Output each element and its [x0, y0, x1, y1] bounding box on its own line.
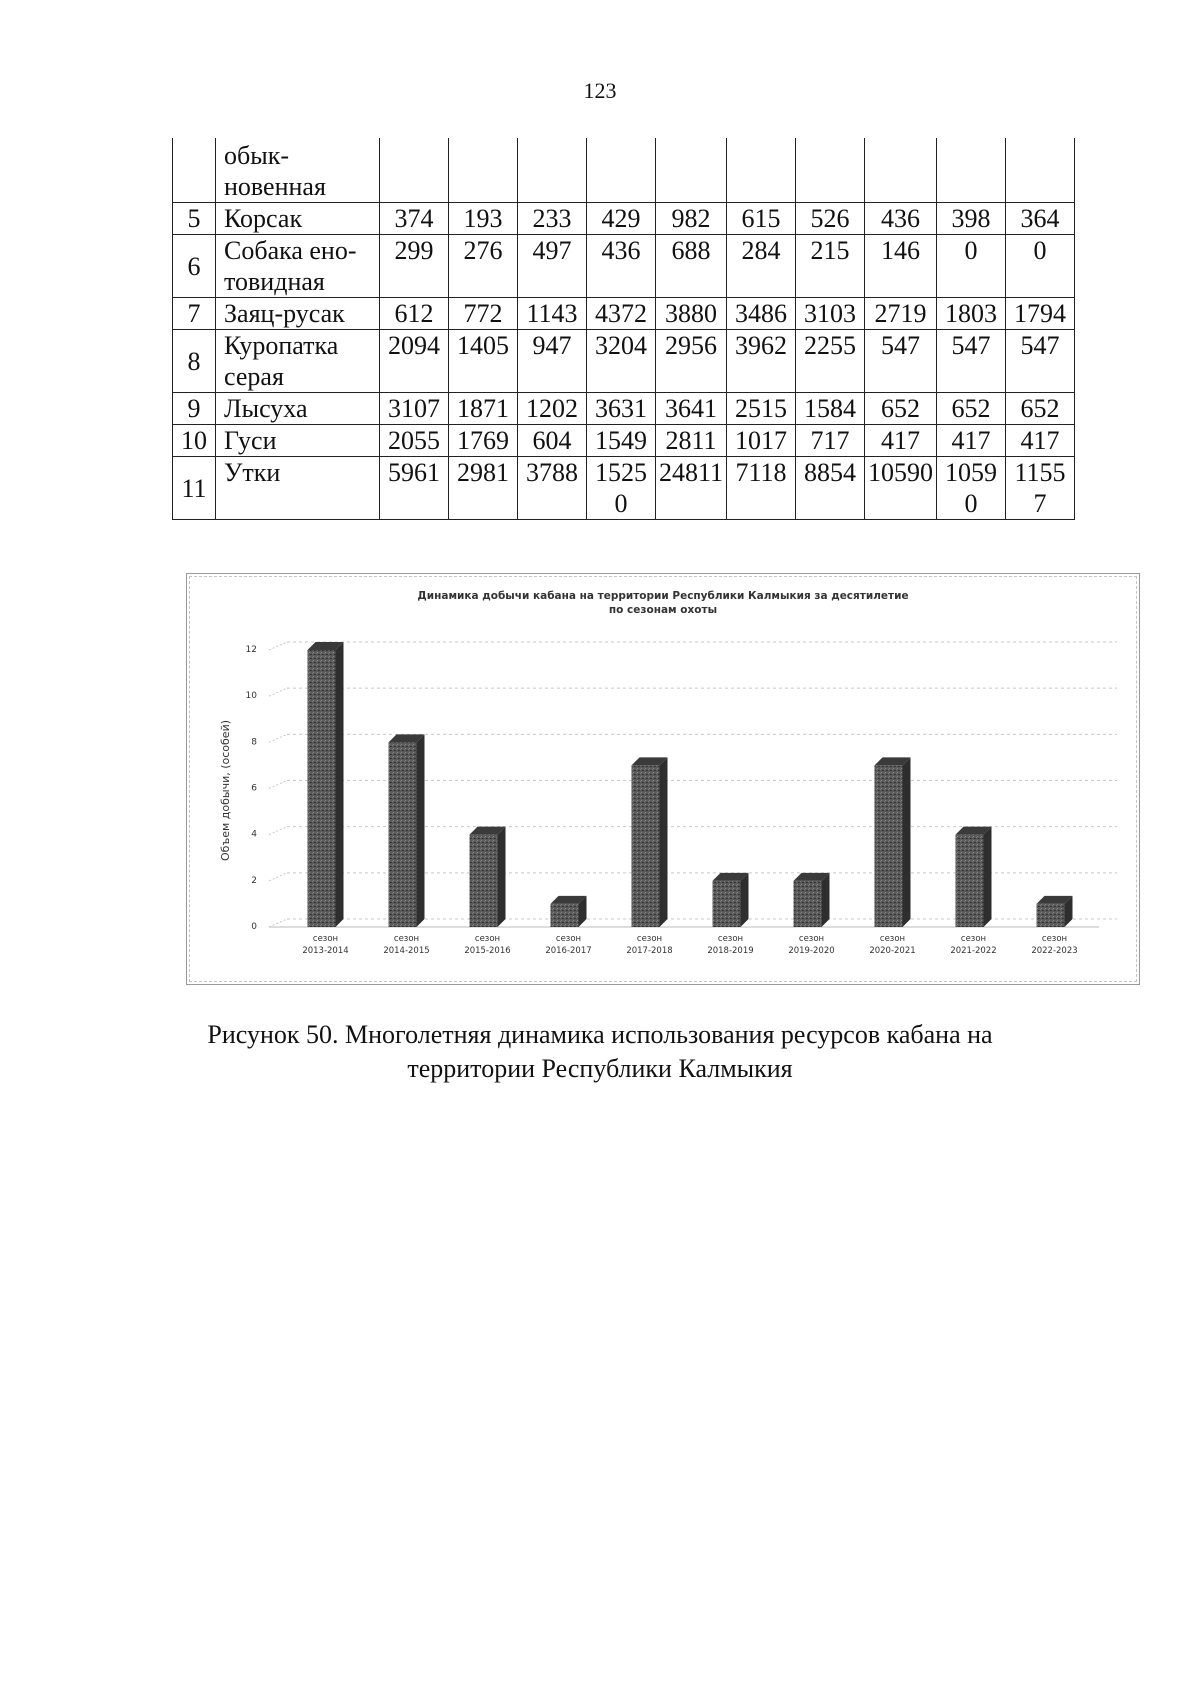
x-tick-label: 2018-2019 [707, 946, 754, 956]
species-name-cell [216, 425, 380, 457]
value-line: 1155 [1014, 458, 1066, 487]
value-cell [937, 330, 1006, 393]
value-line: 612 [394, 299, 434, 328]
value-cell [587, 330, 656, 393]
value-line: 497 [532, 236, 572, 265]
value-cell [518, 393, 587, 425]
value-line: 526 [810, 204, 850, 233]
x-tick-label: 2017-2018 [626, 946, 673, 956]
species-name-line: товидная [224, 267, 325, 296]
value-line: 2515 [735, 394, 788, 423]
value-line: 3103 [804, 299, 857, 328]
value-line: 284 [741, 236, 781, 265]
value-cell [449, 235, 518, 298]
bar [794, 881, 822, 927]
value-cell [1006, 235, 1075, 298]
x-tick-label: сезон [960, 934, 987, 944]
caption-line-1: Рисунок 50. Многолетняя динамика использования ресурсов кабана на [207, 1020, 993, 1049]
value-cell [656, 235, 727, 298]
grid-line-depth [269, 873, 287, 881]
bar [875, 765, 903, 927]
value-line: 1059 [945, 458, 998, 487]
species-name-line: новенная [224, 172, 326, 201]
value-line: 3107 [388, 394, 440, 423]
y-tick-label: 2 [251, 875, 257, 886]
value-line: 1202 [526, 394, 578, 423]
value-line: 146 [881, 236, 921, 265]
x-tick-label: сезон [555, 934, 582, 944]
bar-top [389, 734, 425, 742]
value-cell [587, 203, 656, 235]
value-cell [937, 425, 1006, 457]
row-number-cell: 7 [173, 298, 216, 330]
value-cell [518, 425, 587, 457]
species-name-cell [216, 298, 380, 330]
species-name-line: Корсак [224, 204, 303, 233]
x-tick-label: 2015-2016 [464, 946, 511, 956]
x-tick-label: 2016-2017 [545, 946, 592, 956]
value-line: 10590 [868, 458, 934, 487]
value-cell [518, 235, 587, 298]
value-cell [587, 138, 656, 203]
value-line: 652 [951, 394, 991, 423]
bar [470, 835, 498, 927]
value-line: 1525 [595, 458, 647, 487]
value-cell [449, 138, 518, 203]
x-tick-label: 2022-2023 [1031, 946, 1078, 956]
value-cell [449, 203, 518, 235]
grid-line-depth [269, 734, 287, 742]
value-cell [937, 203, 1006, 235]
y-tick-label: 8 [251, 737, 257, 748]
value-line: 417 [1020, 426, 1060, 455]
x-tick-label: сезон [717, 934, 744, 944]
bar [308, 650, 336, 927]
value-line: 2055 [388, 426, 440, 455]
value-line: 2094 [388, 331, 440, 360]
value-line: 3641 [665, 394, 718, 423]
value-cell [865, 298, 937, 330]
x-tick-label: 2013-2014 [302, 946, 349, 956]
value-line: 2255 [804, 331, 857, 360]
x-tick-label: сезон [798, 934, 825, 944]
x-tick-label: сезон [1041, 934, 1068, 944]
value-line: 2956 [665, 331, 718, 360]
bar-side [498, 827, 506, 927]
value-cell [656, 393, 727, 425]
value-line: 1549 [595, 426, 647, 455]
value-line: 982 [671, 204, 711, 233]
value-cell [656, 203, 727, 235]
value-cell [727, 330, 796, 393]
value-line: 3486 [735, 299, 788, 328]
species-name-line: Лысуха [224, 394, 308, 423]
value-line: 1871 [457, 394, 509, 423]
table-row [173, 425, 1075, 457]
value-cell [865, 457, 937, 520]
x-tick-label: 2014-2015 [383, 946, 430, 956]
value-line: 193 [463, 204, 503, 233]
table-row [173, 457, 1075, 520]
x-tick-label: 2021-2022 [950, 946, 997, 956]
bar [551, 904, 579, 927]
value-line: 4372 [595, 299, 647, 328]
value-cell [1006, 298, 1075, 330]
value-line: 1405 [457, 331, 509, 360]
value-line: 547 [951, 331, 991, 360]
value-cell [727, 298, 796, 330]
x-tick-label: 2020-2021 [869, 946, 916, 956]
row-number-cell: 6 [173, 235, 216, 298]
species-name-cell [216, 138, 380, 203]
value-cell [937, 298, 1006, 330]
x-tick-label: сезон [636, 934, 663, 944]
value-line: 652 [1020, 394, 1060, 423]
value-cell [587, 457, 656, 520]
value-cell [587, 425, 656, 457]
value-line: 2811 [665, 426, 717, 455]
value-line: 215 [810, 236, 850, 265]
value-cell [865, 330, 937, 393]
value-line: 3631 [595, 394, 647, 423]
species-name-line: Куропатка [224, 331, 339, 360]
x-tick-label: сезон [879, 934, 906, 944]
value-line: 1769 [457, 426, 509, 455]
value-line: 2981 [457, 458, 509, 487]
bar-top [1037, 896, 1073, 904]
value-cell [380, 235, 449, 298]
value-line: 24811 [659, 458, 724, 487]
value-cell [796, 138, 865, 203]
figure-caption [0, 1018, 1200, 1086]
value-line: 398 [951, 204, 991, 233]
bar-top [632, 757, 668, 765]
value-line: 0 [964, 489, 978, 518]
x-tick-label: сезон [312, 934, 339, 944]
value-cell [656, 138, 727, 203]
bar-side [417, 734, 425, 927]
grid-line-depth [269, 827, 287, 835]
value-cell [727, 425, 796, 457]
value-cell [587, 393, 656, 425]
value-cell [380, 203, 449, 235]
value-cell [865, 203, 937, 235]
bar-top [470, 827, 506, 835]
bar-side [579, 896, 587, 927]
value-cell [380, 330, 449, 393]
y-tick-label: 6 [251, 783, 257, 794]
value-line: 429 [601, 204, 641, 233]
table-row [173, 235, 1075, 298]
grid-line-depth [269, 919, 287, 927]
value-cell [518, 203, 587, 235]
table-row-continuation [173, 138, 1075, 203]
value-line: 3880 [665, 299, 718, 328]
x-tick-label: 2019-2020 [788, 946, 835, 956]
value-cell [1006, 457, 1075, 520]
y-tick-label: 10 [245, 691, 257, 702]
value-line: 8854 [804, 458, 857, 487]
value-line: 3788 [526, 458, 578, 487]
value-cell [865, 235, 937, 298]
value-line: 276 [463, 236, 503, 265]
value-line: 652 [881, 394, 921, 423]
x-tick-label: сезон [474, 934, 501, 944]
bar [389, 742, 417, 927]
value-line: 772 [463, 299, 503, 328]
value-line: 688 [671, 236, 711, 265]
value-line: 299 [394, 236, 434, 265]
value-line: 3204 [595, 331, 647, 360]
value-line: 436 [881, 204, 921, 233]
bar [1037, 904, 1065, 927]
value-cell [796, 235, 865, 298]
value-cell [449, 330, 518, 393]
row-number-cell [173, 138, 216, 203]
value-cell [380, 425, 449, 457]
value-line: 2719 [874, 299, 927, 328]
value-line: 1794 [1014, 299, 1067, 328]
bar-side [903, 757, 911, 927]
value-line: 0 [964, 236, 978, 265]
value-line: 364 [1020, 204, 1060, 233]
chart-title-line: Динамика добычи кабана на территории Республики Калмыкия за десятилетие [417, 590, 909, 602]
value-line: 0 [1033, 236, 1047, 265]
value-cell [587, 298, 656, 330]
bar-top [551, 896, 587, 904]
table-row [173, 393, 1075, 425]
species-name-cell [216, 203, 380, 235]
value-cell [937, 138, 1006, 203]
value-cell [1006, 393, 1075, 425]
value-cell [937, 393, 1006, 425]
value-line: 717 [810, 426, 850, 455]
value-line: 417 [881, 426, 921, 455]
value-cell [518, 298, 587, 330]
bar-side [741, 873, 749, 927]
value-cell [380, 298, 449, 330]
value-cell [727, 235, 796, 298]
value-line: 547 [881, 331, 921, 360]
value-line: 7 [1033, 489, 1047, 518]
bar [632, 765, 660, 927]
value-line: 1584 [804, 394, 857, 423]
value-cell [796, 298, 865, 330]
value-line: 436 [601, 236, 641, 265]
value-line: 1143 [526, 299, 578, 328]
table-row [173, 298, 1075, 330]
value-cell [449, 393, 518, 425]
row-number-cell: 8 [173, 330, 216, 393]
grid-line-depth [269, 781, 287, 789]
bar-top [794, 873, 830, 881]
species-name-cell [216, 457, 380, 520]
value-cell [1006, 138, 1075, 203]
value-line: 1017 [735, 426, 788, 455]
species-name-cell [216, 393, 380, 425]
value-line: 604 [532, 426, 572, 455]
value-cell [380, 138, 449, 203]
bar [713, 881, 741, 927]
value-line: 547 [1020, 331, 1060, 360]
species-name-cell [216, 235, 380, 298]
value-cell [727, 393, 796, 425]
value-cell [727, 138, 796, 203]
table-row [173, 203, 1075, 235]
value-cell [796, 203, 865, 235]
species-name-line: Гуси [224, 426, 277, 455]
grid-line-depth [269, 642, 287, 650]
value-cell [1006, 330, 1075, 393]
value-line: 374 [394, 204, 434, 233]
value-line: 615 [741, 204, 781, 233]
value-line: 947 [532, 331, 572, 360]
bar-side [1065, 896, 1073, 927]
value-cell [518, 330, 587, 393]
grid-line-depth [269, 688, 287, 696]
value-cell [449, 425, 518, 457]
y-axis-label: Объем добычи, (особей) [219, 719, 232, 862]
chart-canvas [187, 574, 1139, 984]
y-tick-label: 4 [251, 829, 257, 840]
value-cell [727, 203, 796, 235]
value-cell [449, 298, 518, 330]
value-line: 1803 [945, 299, 998, 328]
value-line: 417 [951, 426, 991, 455]
caption-line-2: территории Республики Калмыкия [407, 1054, 793, 1083]
species-name-line: Утки [224, 458, 281, 487]
value-line: 3962 [735, 331, 788, 360]
row-number-cell: 9 [173, 393, 216, 425]
value-cell [587, 235, 656, 298]
value-line: 5961 [388, 458, 440, 487]
row-number-cell: 5 [173, 203, 216, 235]
table-row [173, 330, 1075, 393]
y-tick-label: 0 [251, 922, 257, 932]
value-cell [656, 298, 727, 330]
value-cell [1006, 203, 1075, 235]
bar-side [822, 873, 830, 927]
species-name-line: Собака ено- [224, 236, 357, 265]
value-cell [865, 138, 937, 203]
value-cell [937, 235, 1006, 298]
value-cell [380, 457, 449, 520]
value-cell [656, 425, 727, 457]
boar-harvest-chart [186, 573, 1140, 985]
bar-side [660, 757, 668, 927]
species-name-cell [216, 330, 380, 393]
row-number-cell: 10 [173, 425, 216, 457]
value-cell [865, 393, 937, 425]
bar-top [308, 642, 344, 650]
value-cell [796, 393, 865, 425]
bar-top [875, 757, 911, 765]
bar-top [956, 827, 992, 835]
page-number: 123 [583, 78, 617, 103]
value-cell [449, 457, 518, 520]
row-number-cell: 11 [173, 457, 216, 520]
bar-side [984, 827, 992, 927]
value-line: 233 [532, 204, 572, 233]
value-line: 0 [614, 489, 628, 518]
value-cell [796, 425, 865, 457]
bar-side [336, 642, 344, 927]
value-cell [1006, 425, 1075, 457]
species-name-line: серая [224, 362, 284, 391]
x-tick-label: сезон [393, 934, 420, 944]
value-cell [937, 457, 1006, 520]
value-line: 7118 [735, 458, 787, 487]
hunting-resources-table [172, 138, 1075, 520]
bar [956, 835, 984, 927]
value-cell [518, 138, 587, 203]
bar-top [713, 873, 749, 881]
y-tick-label: 12 [245, 645, 257, 655]
value-cell [796, 330, 865, 393]
chart-title-line: по сезонам охоты [608, 604, 718, 616]
value-cell [796, 457, 865, 520]
value-cell [518, 457, 587, 520]
value-cell [656, 330, 727, 393]
value-cell [656, 457, 727, 520]
species-name-line: Заяц-русак [224, 299, 345, 328]
species-name-line: обык- [224, 141, 289, 170]
value-cell [727, 457, 796, 520]
value-cell [380, 393, 449, 425]
value-cell [865, 425, 937, 457]
